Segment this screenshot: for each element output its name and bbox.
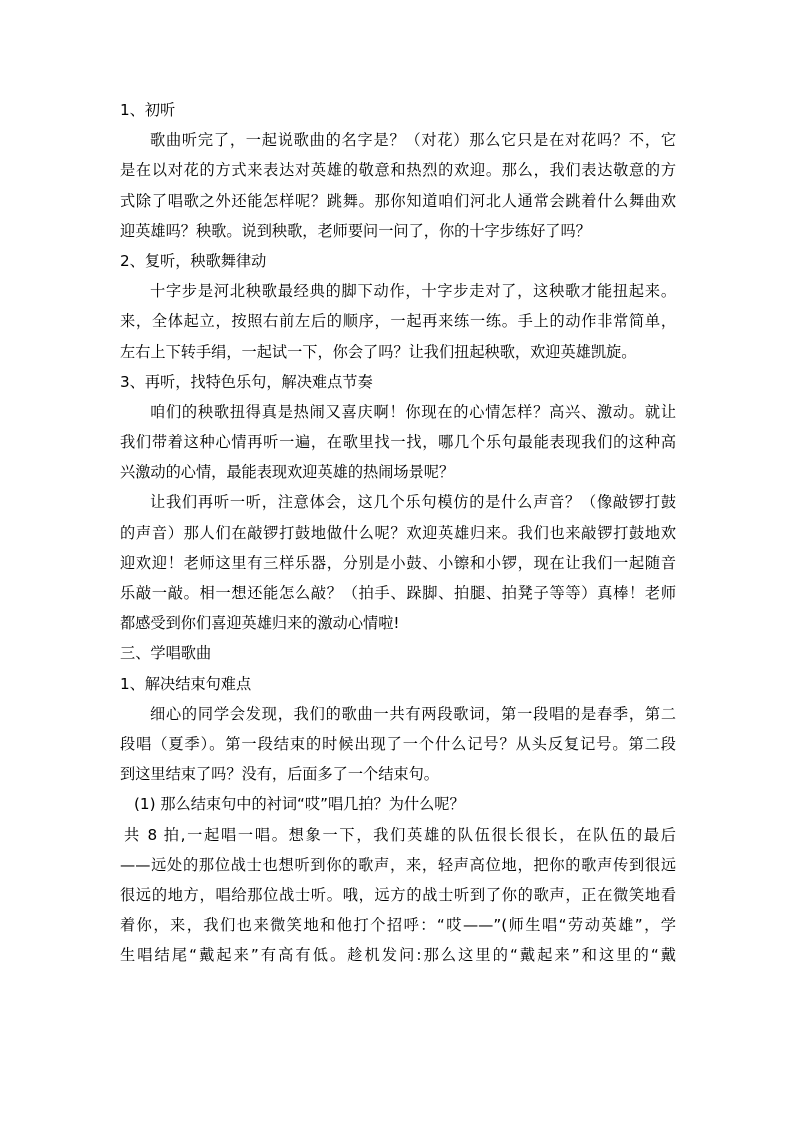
paragraph-last-line: 都感受到你们喜迎英雄归来的激动心情啦! (120, 614, 400, 633)
paragraph-line: 来，全体起立，按照右前左后的顺序，一起再来练一练。手上的动作非常简单， (120, 312, 676, 331)
paragraph-first-line: 歌曲听完了，一起说歌曲的名字是？（对花）那么它只是在对花吗？不，它 (150, 131, 676, 150)
paragraph-line: 着你，来，我们也来微笑地和他打个招呼：“哎——”(师生唱“劳动英雄”，学 (120, 916, 676, 935)
paragraph-line: 式除了唱歌之外还能怎样呢？跳舞。那你知道咱们河北人通常会跳着什么舞曲欢 (120, 191, 676, 210)
section-heading: 1、解决结束句难点 (120, 674, 252, 693)
section-heading: 三、学唱歌曲 (120, 644, 212, 663)
paragraph-first-line: 让我们再听一听，注意体会，这几个乐句模仿的是什么声音？（像敲锣打鼓 (150, 493, 676, 512)
paragraph-line: 段唱（夏季）。第一段结束的时候出现了一个什么记号？从头反复记号。第二段 (120, 734, 676, 753)
section-heading: 2、复听，秧歌舞律动 (120, 251, 267, 270)
paragraph-line: ——远处的那位战士也想听到你的歌声，来，轻声高位地，把你的歌声传到很远 (120, 855, 676, 874)
paragraph-last-line: 迎英雄吗？秧歌。说到秧歌，老师要问一问了，你的十字步练好了吗？ (120, 221, 591, 240)
paragraph-line: 是在以对花的方式来表达对英雄的敬意和热烈的欢迎。那么，我们表达敬意的方 (120, 161, 676, 180)
document-body (120, 95, 676, 970)
paragraph-first-line: 细心的同学会发现，我们的歌曲一共有两段歌词，第一段唱的是春季，第二 (150, 704, 676, 723)
section-heading: 1、初听 (120, 101, 176, 119)
paragraph-line: 生唱结尾“戴起来”有高有低。趁机发问:那么这里的“戴起来”和这里的“戴 (120, 946, 676, 965)
paragraph-line: 迎欢迎！老师这里有三样乐器，分别是小鼓、小镲和小锣，现在让我们一起随音 (120, 553, 676, 572)
paragraph-line: 很远的地方，唱给那位战士听。哦，远方的战士听到了你的歌声，正在微笑地看 (120, 885, 676, 904)
section-heading: 3、再听，找特色乐句，解决难点节奏 (120, 372, 373, 391)
document-page (120, 95, 676, 970)
paragraph-first-line: 咱们的秧歌扭得真是热闹又喜庆啊！你现在的心情怎样？高兴、激动。就让 (150, 402, 676, 421)
paragraph-line: 乐敲一敲。相一想还能怎么敲？（拍手、跺脚、拍腿、拍凳子等等）真棒！老师 (120, 584, 676, 602)
paragraph-last-line: 兴激动的心情，最能表现欢迎英雄的热闹场景呢？ (120, 463, 455, 482)
paragraph-first-line: 十字步是河北秧歌最经典的脚下动作，十字步走对了，这秧歌才能扭起来。 (150, 282, 676, 301)
paragraph-line: 的声音）那人们在敲锣打鼓地做什么呢？欢迎英雄归来。我们也来敲锣打鼓地欢 (120, 523, 676, 542)
paragraph-last-line: 左右上下转手绢，一起试一下，你会了吗？让我们扭起秧歌，欢迎英雄凯旋。 (120, 342, 637, 361)
paragraph-first-line: 共 8 拍,一起唱一唱。想象一下，我们英雄的队伍很长很长，在队伍的最后 (124, 825, 676, 844)
paragraph-last-line: 到这里结束了吗？没有，后面多了一个结束句。 (120, 765, 439, 784)
paragraph-line: 我们带着这种心情再听一遍，在歌里找一找，哪几个乐句最能表现我们的这种高 (120, 433, 676, 452)
numbered-item: (1) 那么结束句中的衬词“哎”唱几拍？为什么呢？ (134, 795, 465, 814)
